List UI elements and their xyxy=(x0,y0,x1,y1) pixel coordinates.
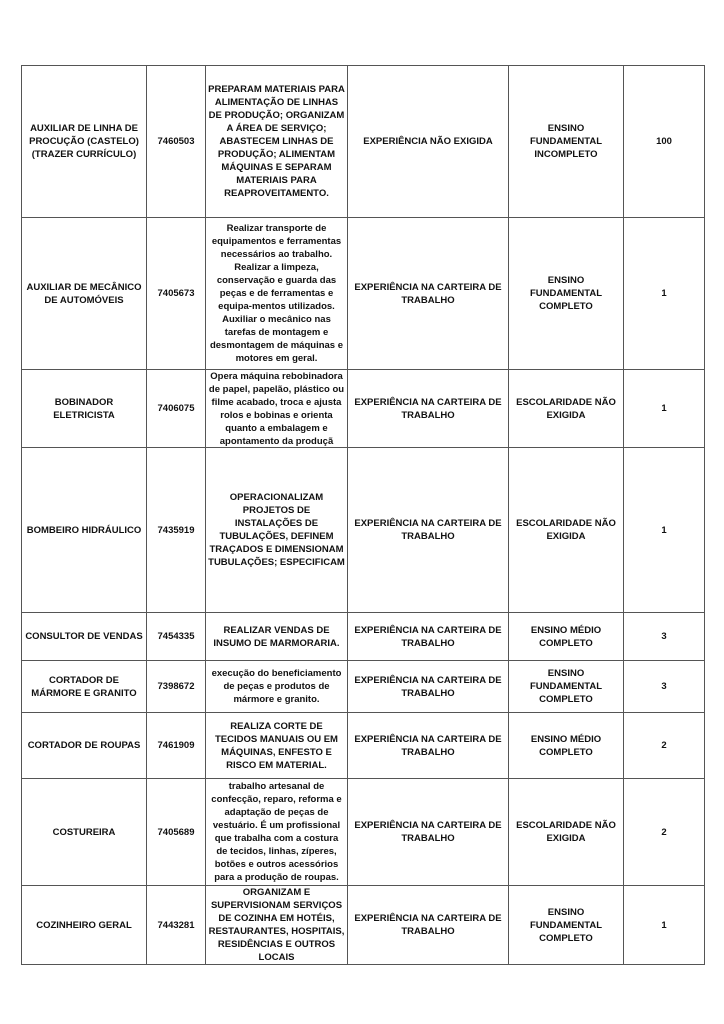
job-education: ENSINO FUNDAMENTAL INCOMPLETO xyxy=(509,66,624,218)
job-vacancies-table xyxy=(21,65,705,965)
job-experience: EXPERIÊNCIA NA CARTEIRA DE TRABALHO xyxy=(348,613,509,661)
job-education: ESCOLARIDADE NÃO EXIGIDA xyxy=(509,370,624,448)
job-vacancies: 1 xyxy=(624,448,705,613)
job-code: 7405689 xyxy=(147,779,206,886)
job-code: 7454335 xyxy=(147,613,206,661)
job-description xyxy=(206,370,348,448)
job-education: ESCOLARIDADE NÃO EXIGIDA xyxy=(509,779,624,886)
job-education: ENSINO FUNDAMENTAL COMPLETO xyxy=(509,661,624,713)
job-description-text: Realizar transporte de equipamentos e ferramentas necessários ao trabalho. Realizar a limpeza, conservação e guarda das peças e de ferramentas e equipa-mentos utilizados. Auxiliar o mecânico nas tarefas de montagem e desmontagem de máquinas e motores em geral. xyxy=(209,223,344,364)
job-title: AUXILIAR DE LINHA DE PROCUÇÃO (CASTELO) (TRAZER CURRÍCULO) xyxy=(22,66,147,218)
job-description-text: REALIZA CORTE DE TECIDOS MANUAIS OU EM MÁQUINAS, ENFESTO E RISCO EM MATERIAL. xyxy=(215,720,338,771)
job-experience: EXPERIÊNCIA NA CARTEIRA DE TRABALHO xyxy=(348,448,509,613)
job-vacancies: 2 xyxy=(624,713,705,779)
job-description-text: Opera máquina rebobinadora de papel, papelão, plástico ou filme acabado, troca e ajusta rolos e bobinas e orienta quanto a embalagem e apontamento da produçã xyxy=(208,371,345,447)
job-education: ENSINO FUNDAMENTAL COMPLETO xyxy=(509,218,624,370)
job-experience: EXPERIÊNCIA NA CARTEIRA DE TRABALHO xyxy=(348,218,509,370)
job-code: 7406075 xyxy=(147,370,206,448)
table-row xyxy=(22,218,705,370)
job-title: AUXILIAR DE MECÂNICO DE AUTOMÓVEIS xyxy=(22,218,147,370)
table-row xyxy=(22,661,705,713)
job-title: CORTADOR DE MÁRMORE E GRANITO xyxy=(22,661,147,713)
table-row xyxy=(22,713,705,779)
job-code: 7443281 xyxy=(147,886,206,965)
job-description-text: trabalho artesanal de confecção, reparo, reforma e adaptação de peças de vestuário. É um profissional que trabalha com a costura de tecidos, linhas, zíperes, botões e outros acessórios para a produção de roupas. xyxy=(211,781,342,883)
job-description xyxy=(206,218,348,370)
job-description xyxy=(206,661,348,713)
job-description-text: execução do beneficiamento de peças e produtos de mármore e granito. xyxy=(211,668,342,705)
table-row xyxy=(22,370,705,448)
job-title: BOBINADOR ELETRICISTA xyxy=(22,370,147,448)
job-experience: EXPERIÊNCIA NA CARTEIRA DE TRABALHO xyxy=(348,779,509,886)
job-vacancies: 100 xyxy=(624,66,705,218)
job-description xyxy=(206,448,348,613)
job-code: 7405673 xyxy=(147,218,206,370)
job-experience: EXPERIÊNCIA NA CARTEIRA DE TRABALHO xyxy=(348,661,509,713)
job-description-text: PREPARAM MATERIAIS PARA ALIMENTAÇÃO DE LINHAS DE PRODUÇÃO; ORGANIZAM A ÁREA DE SERVIÇO; ABASTECEM LINHAS DE PRODUÇÃO; ALIMENTAM MÁQUINAS E SEPARAM MATERIAIS PARA REAPROVEITAMENTO. xyxy=(208,84,345,199)
job-title: BOMBEIRO HIDRÁULICO xyxy=(22,448,147,613)
table-row xyxy=(22,66,705,218)
table-row xyxy=(22,779,705,886)
job-title: COZINHEIRO GERAL xyxy=(22,886,147,965)
job-experience: EXPERIÊNCIA NÃO EXIGIDA xyxy=(348,66,509,218)
job-experience: EXPERIÊNCIA NA CARTEIRA DE TRABALHO xyxy=(348,713,509,779)
job-vacancies: 1 xyxy=(624,370,705,448)
job-education: ENSINO FUNDAMENTAL COMPLETO xyxy=(509,886,624,965)
job-title: CORTADOR DE ROUPAS xyxy=(22,713,147,779)
job-vacancies: 2 xyxy=(624,779,705,886)
job-title: CONSULTOR DE VENDAS xyxy=(22,613,147,661)
job-description xyxy=(206,613,348,661)
job-description xyxy=(206,66,348,218)
table-row xyxy=(22,613,705,661)
job-code: 7398672 xyxy=(147,661,206,713)
job-vacancies: 1 xyxy=(624,886,705,965)
job-description-text: REALIZAR VENDAS DE INSUMO DE MARMORARIA. xyxy=(213,624,340,649)
job-vacancies: 1 xyxy=(624,218,705,370)
job-code: 7461909 xyxy=(147,713,206,779)
job-description xyxy=(206,713,348,779)
job-experience: EXPERIÊNCIA NA CARTEIRA DE TRABALHO xyxy=(348,886,509,965)
job-code: 7435919 xyxy=(147,448,206,613)
job-description xyxy=(206,886,348,965)
job-code: 7460503 xyxy=(147,66,206,218)
job-education: ENSINO MÉDIO COMPLETO xyxy=(509,613,624,661)
job-description xyxy=(206,779,348,886)
job-education: ENSINO MÉDIO COMPLETO xyxy=(509,713,624,779)
job-description-text: ORGANIZAM E SUPERVISIONAM SERVIÇOS DE COZINHA EM HOTÉIS, RESTAURANTES, HOSPITAIS, RESIDÊNCIAS E OUTROS LOCAIS xyxy=(208,887,345,963)
table-row xyxy=(22,448,705,613)
job-vacancies: 3 xyxy=(624,661,705,713)
table-row xyxy=(22,886,705,965)
job-description-text: OPERACIONALIZAM PROJETOS DE INSTALAÇÕES DE TUBULAÇÕES, DEFINEM TRAÇADOS E DIMENSIONAM TUBULAÇÕES; ESPECIFICAM xyxy=(208,492,345,568)
job-education: ESCOLARIDADE NÃO EXIGIDA xyxy=(509,448,624,613)
job-experience: EXPERIÊNCIA NA CARTEIRA DE TRABALHO xyxy=(348,370,509,448)
job-title: COSTUREIRA xyxy=(22,779,147,886)
job-vacancies: 3 xyxy=(624,613,705,661)
